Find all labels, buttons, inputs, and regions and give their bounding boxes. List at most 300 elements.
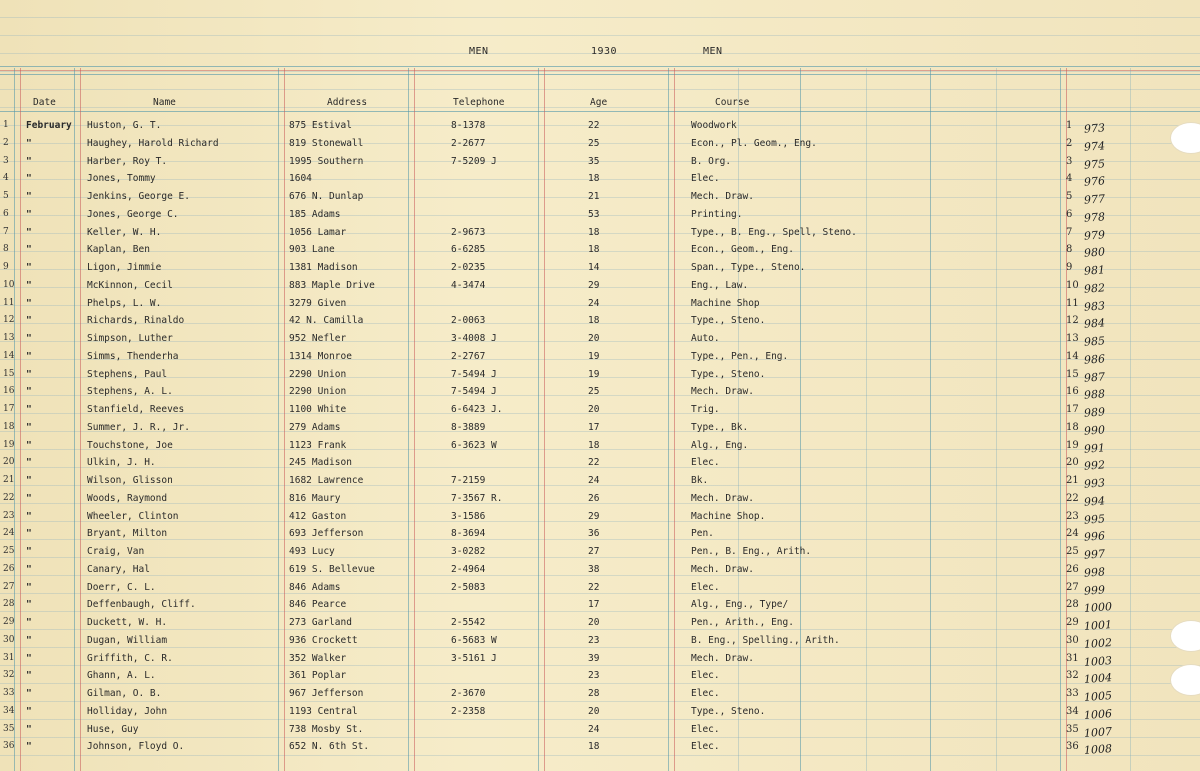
row-index: 26 [1066,563,1079,575]
row-number: 36 [3,741,15,752]
row-name: Deffenbaugh, Cliff. [87,599,196,611]
row-name: Huston, G. T. [87,120,162,131]
table-row [0,632,1200,650]
row-number: 32 [3,670,15,681]
row-address: 1604 [289,173,312,185]
row-name: Harber, Roy T. [87,155,168,167]
row-address: 245 Madison [289,457,352,469]
row-number: 34 [3,705,15,716]
row-address: 819 Stonewall [289,137,364,149]
row-course: Mech. Draw. [691,652,754,664]
row-course: Pen., B. Eng., Arith. [691,546,812,557]
row-handwritten-number: 974 [1083,139,1106,154]
row-course: Alg., Eng., Type/ [691,599,789,611]
row-index: 35 [1066,723,1079,735]
row-number: 17 [3,404,15,414]
row-address: 619 S. Bellevue [289,563,375,575]
row-age: 24 [588,475,600,486]
table-row [0,508,1200,526]
row-date: " [26,208,32,220]
row-course: Econ., Geom., Eng. [691,244,794,256]
row-index: 29 [1066,617,1079,628]
row-name: Griffith, C. R. [87,652,173,664]
row-telephone: 7-2159 [451,475,486,486]
row-course: B. Org. [691,155,732,167]
row-course: Trig. [691,404,720,415]
row-date: " [26,404,32,415]
row-date: " [26,315,32,327]
row-handwritten-number: 1003 [1083,653,1113,669]
row-date: " [26,475,32,486]
table-row [0,490,1200,508]
row-name: Wilson, Glisson [87,475,173,486]
table-row [0,419,1200,437]
row-number: 22 [3,492,15,503]
row-number: 25 [3,546,15,556]
row-index: 23 [1066,510,1079,522]
row-age: 20 [588,705,600,717]
row-number: 1 [3,120,9,130]
row-course: Type., Bk. [691,421,749,433]
row-date: " [26,421,32,433]
row-age: 26 [588,492,600,504]
row-address: 952 Nefler [289,333,347,344]
row-name: Huse, Guy [87,723,139,735]
header-men-left: MEN [469,46,489,57]
row-handwritten-number: 1001 [1083,618,1113,633]
top-rule-red [0,70,1200,71]
row-index: 25 [1066,546,1079,557]
row-number: 20 [3,457,15,468]
row-course: Type., Pen., Eng. [691,350,789,362]
row-date: " [26,581,32,593]
row-age: 22 [588,120,600,131]
row-handwritten-number: 993 [1083,476,1106,491]
row-date: " [26,386,32,398]
table-row [0,721,1200,739]
row-age: 18 [588,439,600,451]
row-index: 13 [1066,333,1079,344]
row-date: " [26,262,32,273]
row-telephone: 7-5494 J [451,386,497,398]
row-age: 36 [588,528,600,540]
row-handwritten-number: 998 [1083,565,1106,580]
table-row [0,561,1200,579]
row-index: 21 [1066,475,1079,486]
table-row [0,579,1200,597]
row-name: Jenkins, George E. [87,191,190,202]
row-index: 20 [1066,457,1079,469]
row-course: Elec. [691,670,720,682]
row-index: 22 [1066,492,1079,504]
table-row [0,153,1200,171]
row-index: 31 [1066,652,1079,664]
row-age: 29 [588,279,600,291]
row-course: Eng., Law. [691,279,749,291]
row-telephone: 8-3694 [451,528,486,540]
row-index: 10 [1066,279,1079,291]
table-row [0,277,1200,295]
row-index: 30 [1066,634,1079,646]
row-age: 20 [588,404,600,415]
row-name: Jones, Tommy [87,173,156,185]
row-name: Gilman, O. B. [87,688,162,699]
row-address: 1100 White [289,404,347,415]
table-row [0,170,1200,188]
row-date: " [26,563,32,575]
row-index: 32 [1066,670,1079,682]
table-row [0,596,1200,614]
row-name: Richards, Rinaldo [87,315,185,327]
row-name: Touchstone, Joe [87,439,173,451]
row-index: 5 [1066,191,1073,202]
row-date: " [26,297,32,309]
row-handwritten-number: 981 [1083,263,1106,278]
row-telephone: 7-5209 J [451,155,497,167]
row-date: " [26,368,32,380]
row-telephone: 8-3889 [451,421,486,433]
row-course: Alg., Eng. [691,439,749,451]
row-name: Bryant, Milton [87,528,168,540]
row-handwritten-number: 978 [1083,210,1106,225]
row-address: 2290 Union [289,368,347,380]
header-men-right: MEN [703,46,723,57]
row-number: 21 [3,475,15,485]
row-address: 816 Maury [289,492,341,504]
row-age: 35 [588,155,600,167]
table-row [0,117,1200,135]
row-course: Mech. Draw. [691,386,754,398]
row-number: 7 [3,226,9,237]
row-date: " [26,510,32,522]
row-index: 8 [1066,244,1073,256]
row-name: Ulkin, J. H. [87,457,156,469]
row-number: 29 [3,617,15,627]
row-age: 39 [588,652,600,664]
row-age: 18 [588,173,600,185]
row-number: 2 [3,137,9,148]
row-date: " [26,528,32,540]
row-telephone: 7-3567 R. [451,492,503,504]
row-date: " [26,350,32,362]
row-handwritten-number: 989 [1083,405,1106,420]
row-date: " [26,688,32,699]
col-header-age: Age [590,97,608,108]
row-age: 29 [588,510,600,522]
row-telephone: 3-0282 [451,546,486,557]
table-row [0,135,1200,153]
row-name: Jones, George C. [87,208,179,220]
row-index: 18 [1066,421,1079,433]
row-date: " [26,705,32,717]
row-number: 33 [3,688,15,698]
header-year: 1930 [591,46,618,57]
table-row [0,667,1200,685]
row-telephone: 4-3474 [451,279,486,291]
row-number: 28 [3,599,15,610]
row-address: 1123 Frank [289,439,347,451]
row-handwritten-number: 1008 [1083,742,1113,758]
row-name: Ligon, Jimmie [87,262,162,273]
row-telephone: 2-9673 [451,226,486,238]
row-telephone: 2-2677 [451,137,486,149]
row-age: 23 [588,634,600,646]
row-address: 2290 Union [289,386,347,398]
row-course: Machine Shop [691,297,760,309]
row-address: 967 Jefferson [289,688,364,699]
row-name: Stephens, A. L. [87,386,173,398]
table-row [0,348,1200,366]
row-address: 1995 Southern [289,155,364,167]
table-row [0,650,1200,668]
row-handwritten-number: 988 [1083,387,1106,402]
row-number: 13 [3,333,15,343]
row-number: 26 [3,563,15,574]
row-date: " [26,670,32,682]
row-address: 875 Estival [289,120,352,131]
row-handwritten-number: 1004 [1083,671,1113,687]
table-row [0,188,1200,206]
row-telephone: 2-0063 [451,315,486,327]
row-age: 27 [588,546,600,557]
row-number: 23 [3,510,15,521]
row-course: Machine Shop. [691,510,766,522]
row-telephone: 2-2358 [451,705,486,717]
row-index: 24 [1066,528,1079,540]
row-address: 185 Adams [289,208,341,220]
row-index: 17 [1066,404,1079,415]
row-address: 936 Crockett [289,634,358,646]
row-number: 30 [3,634,15,645]
table-row [0,312,1200,330]
row-index: 15 [1066,368,1079,380]
row-number: 18 [3,421,15,432]
row-index: 33 [1066,688,1079,699]
row-age: 17 [588,421,600,433]
row-telephone: 2-3670 [451,688,486,699]
row-name: Simpson, Luther [87,333,173,344]
row-handwritten-number: 1007 [1083,724,1113,740]
row-name: Dugan, William [87,634,168,646]
row-age: 22 [588,457,600,469]
row-date: " [26,191,32,202]
row-age: 53 [588,208,600,220]
row-address: 279 Adams [289,421,341,433]
row-age: 20 [588,333,600,344]
row-index: 27 [1066,581,1079,593]
row-handwritten-number: 973 [1083,121,1106,136]
row-number: 15 [3,368,15,379]
row-age: 18 [588,226,600,238]
row-index: 19 [1066,439,1079,451]
row-telephone: 2-5542 [451,617,486,628]
row-name: Holliday, John [87,705,168,717]
row-age: 20 [588,617,600,628]
row-telephone: 3-4008 J [451,333,497,344]
row-course: Pen. [691,528,714,540]
row-age: 21 [588,191,600,202]
row-name: Summer, J. R., Jr. [87,421,190,433]
row-index: 6 [1066,208,1073,220]
row-age: 17 [588,599,600,611]
table-row [0,259,1200,277]
row-course: Type., Steno. [691,368,766,380]
row-telephone: 2-4964 [451,563,486,575]
table-row [0,703,1200,721]
row-date: " [26,652,32,664]
col-header-date: Date [33,97,56,108]
row-index: 3 [1066,155,1073,167]
row-address: 1193 Central [289,705,358,717]
row-handwritten-number: 994 [1083,494,1106,509]
row-course: Woodwork [691,120,737,131]
row-name: Canary, Hal [87,563,150,575]
row-date: " [26,599,32,611]
col-header-address: Address [327,97,368,108]
row-address: 1682 Lawrence [289,475,364,486]
row-course: Auto. [691,333,720,344]
table-row [0,330,1200,348]
row-index: 7 [1066,226,1073,238]
row-name: Kaplan, Ben [87,244,150,256]
row-course: Elec. [691,173,720,185]
row-handwritten-number: 985 [1083,334,1106,349]
row-telephone: 3-5161 J [451,652,497,664]
row-number: 6 [3,208,9,219]
row-course: Type., B. Eng., Spell, Steno. [691,226,857,238]
row-address: 676 N. Dunlap [289,191,364,202]
row-number: 16 [3,386,15,397]
row-course: Pen., Arith., Eng. [691,617,794,628]
row-name: Doerr, C. L. [87,581,156,593]
row-handwritten-number: 984 [1083,316,1106,331]
table-row [0,401,1200,419]
row-handwritten-number: 1000 [1083,600,1113,616]
row-date: " [26,226,32,238]
row-index: 34 [1066,705,1079,717]
row-handwritten-number: 975 [1083,156,1106,172]
row-handwritten-number: 991 [1083,440,1106,456]
row-number: 31 [3,652,15,663]
table-row [0,437,1200,455]
row-index: 36 [1066,741,1079,753]
row-number: 3 [3,155,9,166]
row-date: " [26,439,32,451]
table-row [0,614,1200,632]
table-row [0,383,1200,401]
row-course: Elec. [691,581,720,593]
row-number: 27 [3,581,15,592]
row-index: 16 [1066,386,1079,398]
row-address: 738 Mosby St. [289,723,364,735]
row-course: Elec. [691,457,720,469]
row-number: 35 [3,723,15,734]
row-handwritten-number: 1006 [1083,706,1113,722]
row-telephone: 6-6285 [451,244,486,256]
col-header-name: Name [153,97,176,108]
row-name: Ghann, A. L. [87,670,156,682]
row-handwritten-number: 996 [1083,529,1106,544]
row-index: 9 [1066,262,1073,273]
row-handwritten-number: 980 [1083,245,1106,260]
row-course: Elec. [691,741,720,753]
row-address: 3279 Given [289,297,347,309]
row-number: 9 [3,262,9,272]
row-name: Duckett, W. H. [87,617,168,628]
row-date: " [26,279,32,291]
row-number: 10 [3,279,15,290]
row-course: Printing. [691,208,743,220]
row-course: Econ., Pl. Geom., Eng. [691,137,817,149]
row-course: Elec. [691,723,720,735]
row-number: 5 [3,191,9,201]
table-row [0,295,1200,313]
row-index: 2 [1066,137,1073,149]
row-date: " [26,617,32,628]
table-row [0,206,1200,224]
row-date: " [26,333,32,344]
row-address: 493 Lucy [289,546,335,557]
row-course: Mech. Draw. [691,492,754,504]
row-index: 28 [1066,599,1079,611]
row-handwritten-number: 1005 [1083,689,1113,704]
row-age: 19 [588,368,600,380]
row-telephone: 2-5083 [451,581,486,593]
table-row [0,241,1200,259]
row-name: Simms, Thenderha [87,350,179,362]
row-handwritten-number: 983 [1083,298,1106,314]
row-address: 693 Jefferson [289,528,364,540]
row-handwritten-number: 990 [1083,423,1106,438]
row-number: 8 [3,244,9,255]
row-handwritten-number: 979 [1083,227,1106,243]
row-handwritten-number: 992 [1083,458,1106,473]
row-handwritten-number: 977 [1083,192,1106,207]
row-index: 12 [1066,315,1079,327]
row-age: 38 [588,563,600,575]
row-index: 14 [1066,350,1079,362]
row-name: Craig, Van [87,546,145,557]
row-handwritten-number: 976 [1083,174,1106,189]
row-name: Stanfield, Reeves [87,404,185,415]
table-row [0,685,1200,703]
table-row [0,454,1200,472]
row-date: " [26,546,32,557]
row-date: " [26,457,32,469]
table-row [0,366,1200,384]
row-telephone: 3-1586 [451,510,486,522]
row-age: 18 [588,315,600,327]
col-header-course: Course [715,97,750,108]
row-telephone: 2-0235 [451,262,486,273]
row-date: " [26,244,32,256]
row-course: Span., Type., Steno. [691,262,806,273]
row-age: 18 [588,244,600,256]
row-course: Type., Steno. [691,705,766,717]
row-age: 28 [588,688,600,699]
row-address: 1314 Monroe [289,350,352,362]
row-telephone: 7-5494 J [451,368,497,380]
row-number: 11 [3,297,15,308]
row-name: Keller, W. H. [87,226,162,238]
row-date: " [26,634,32,646]
row-name: McKinnon, Cecil [87,279,173,291]
header-rule [0,111,1200,112]
row-name: Wheeler, Clinton [87,510,179,522]
row-address: 361 Poplar [289,670,347,682]
row-address: 846 Pearce [289,599,347,611]
row-telephone: 8-1378 [451,120,486,131]
